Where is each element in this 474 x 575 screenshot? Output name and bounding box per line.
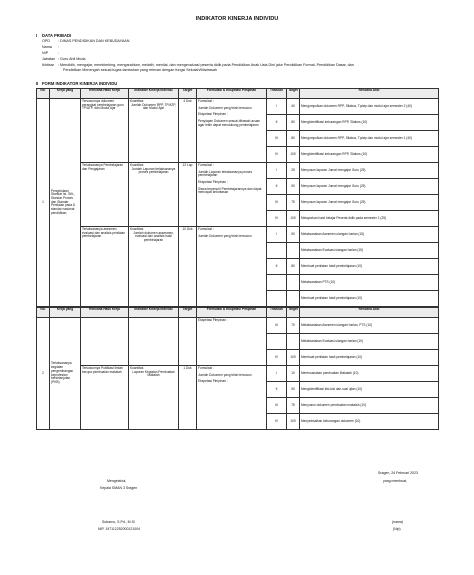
table-header-cell: Kerja yang	[50, 308, 81, 318]
formulasi-line: Formulasi :	[198, 366, 214, 370]
formulasi-cell	[197, 99, 267, 163]
formulasi-cell	[197, 163, 267, 227]
table-row	[37, 366, 439, 382]
rencana-aksi-cell: Menyelesaikan kekurangan dokumen (10)	[300, 414, 439, 430]
table-header-cell: Rencana Aksi	[300, 308, 439, 318]
table-row	[37, 99, 439, 115]
rencana-aksi-cell: Melaksanakan Asesmen ulangan harian (15)	[300, 227, 439, 243]
rencana-aksi-cell: Menyusun laporan Jurnal mengajar Guru (25)	[300, 179, 439, 195]
table-header-cell: Kerja yang	[50, 89, 81, 99]
table-header-cell: Formulasi & Ekspetasi Pimpinan	[197, 308, 267, 318]
table-header-cell: Target	[179, 89, 197, 99]
formulasi-line: Jumlah Laporan terlaksananya proses pembelajaran	[198, 169, 253, 178]
signer-right-nip: (Nip)	[393, 527, 401, 531]
formulasi-line: Ekspetasi Pimpinan :	[198, 318, 228, 322]
target-cell	[179, 318, 197, 366]
rencana-aksi-cell: Melaksanakan Asesmen ulangan harian, PTS (10)	[300, 318, 439, 334]
field-label: OPD	[42, 39, 50, 43]
triwulan-target-cell: 10	[287, 366, 300, 382]
field-value: : DINAS PENDIDIKAN DAN KEBUDAYAAN	[58, 39, 130, 43]
triwulan-cell: II	[267, 259, 287, 275]
triwulan-target-cell: 70	[287, 318, 300, 334]
signer-left-line1: Mengetahui,	[107, 479, 127, 483]
triwulan-cell	[267, 275, 287, 291]
table-header-row	[37, 308, 439, 318]
triwulan-target-cell: 100	[287, 147, 300, 163]
triwulan-target-cell: 80	[287, 131, 300, 147]
rencana-aksi-cell: Menyusun laporan Jurnal mengajar Guru (25)	[300, 163, 439, 179]
target-cell: 10 Dok	[179, 227, 197, 307]
section-number: II	[36, 81, 39, 86]
row-number-cell: 1	[37, 99, 50, 307]
formulasi-cell	[197, 227, 267, 307]
table-header-cell: Formulasi & Ekspetasi Pimpinan	[197, 89, 267, 99]
triwulan-cell	[267, 291, 287, 307]
rencana-hasil-kerja-cell: Terlaksananya asesmen, evaluasi dan analisis penilaian pembelajaran	[81, 227, 129, 307]
table-header-cell: Rencana Aksi	[300, 89, 439, 99]
table-header-cell: No.	[37, 89, 50, 99]
triwulan-cell: II	[267, 382, 287, 398]
rencana-aksi-cell: Melaksanakan Evaluasi ulangan harian (10)	[300, 334, 439, 350]
table-row	[37, 227, 439, 243]
kpi-table-page-2	[36, 307, 439, 430]
triwulan-target-cell: 50	[287, 382, 300, 398]
table-row	[37, 163, 439, 179]
indikator-text: Jumlah Dokumen RPP, TP/ATP, dan Modul Ajar	[131, 102, 176, 111]
target-cell: 1 Dok	[179, 366, 197, 430]
formulasi-cell	[197, 318, 267, 366]
rencana-aksi-cell: Mengidentifikasi kekurangan RPP, Silabus (10)	[300, 147, 439, 163]
formulasi-line: Jumlah Dokumen yang telah tersusun	[198, 233, 252, 238]
triwulan-cell: I	[267, 366, 287, 382]
formulasi-line: Siswa terpenuhi Pembelajarannya dan dapat mencapai ketuntasan	[198, 186, 262, 195]
triwulan-target-cell	[287, 291, 300, 307]
formulasi-line: Formulasi :	[198, 99, 214, 103]
formulasi-line: Formulasi :	[198, 163, 214, 167]
signer-left-nip: NIP. 197112252000121004	[98, 527, 141, 531]
kualitas-label: Kuantitas	[130, 227, 144, 231]
indikator-text: Jumlah Laporan terlaksananya proses pembelajaran	[131, 166, 176, 175]
triwulan-target-cell: 100	[287, 414, 300, 430]
rencana-aksi-cell: Mengumpulkan dokumen RPP, Silabus, Tp/atp dan modul ajar semester 1 (40)	[300, 131, 439, 147]
table-header-row	[37, 89, 439, 99]
formulasi-line: Ekspetasi Pimpinan :	[198, 379, 228, 384]
triwulan-target-cell	[287, 243, 300, 259]
indikator-cell	[129, 227, 179, 307]
indikator-cell	[129, 163, 179, 227]
indikator-cell	[129, 318, 179, 366]
indikator-text: Jumlah dokumen assesmen, evaluasi dan analisis hasil pembelajaran	[133, 230, 174, 243]
triwulan-cell: I	[267, 99, 287, 115]
rencana-aksi-cell: Merencanakan pembuatan Makalah (10)	[300, 366, 439, 382]
rencana-aksi-cell: Menyusun laporan Jurnal mengajar Guru (25)	[300, 195, 439, 211]
table-header-cell: No.	[37, 308, 50, 318]
triwulan-cell: IV	[267, 211, 287, 227]
triwulan-cell: IV	[267, 147, 287, 163]
indikator-cell	[129, 99, 179, 163]
triwulan-cell: IV	[267, 414, 287, 430]
triwulan-target-cell: 100	[287, 350, 300, 366]
formulasi-line: Jumlah Dokumen yang telah tersusun	[198, 372, 252, 377]
triwulan-cell: I	[267, 227, 287, 243]
section-heading: FORM INDIKATOR KINERJA INDIVIDU	[42, 81, 118, 86]
signer-right-line1: yang membuat,	[383, 479, 408, 483]
triwulan-target-cell: 75	[287, 195, 300, 211]
table-header-cell: Target	[287, 89, 300, 99]
rencana-aksi-cell: Membuat penilaian hasil pembelajaran (10)	[300, 259, 439, 275]
signer-left-line2: Kepala SMAN 3 Sragen	[100, 486, 138, 490]
triwulan-cell	[267, 334, 287, 350]
triwulan-cell: II	[267, 115, 287, 131]
formulasi-line: Ekspetasi Pimpinan :	[198, 112, 228, 117]
table-header-cell: Indikator Kinerja Individu	[129, 308, 179, 318]
formulasi-line: Ekspetasi Pimpinan :	[198, 180, 228, 185]
target-cell: 4 Dok	[179, 99, 197, 163]
triwulan-cell	[267, 243, 287, 259]
rencana-aksi-cell: Mengumpulkan dokumen RPP, Silabus, Tp/atp dan modul ajar semester 2 (40)	[300, 99, 439, 115]
triwulan-target-cell: 50	[287, 179, 300, 195]
table-header-cell: Target	[179, 308, 197, 318]
triwulan-target-cell: 80	[287, 115, 300, 131]
field-value: :	[58, 51, 60, 55]
formulasi-cell	[197, 366, 267, 430]
rencana-aksi-cell: Melaporkan hasil belajar Peserta didik pada semester 1 (25)	[300, 211, 439, 227]
table-header-cell: Triwulan	[267, 308, 287, 318]
rencana-aksi-cell: Mengidentifikasi kekurangan RPP, Silabus (10)	[300, 115, 439, 131]
triwulan-cell: III	[267, 398, 287, 414]
rencana-hasil-kerja-cell: Tersusunnya dokumen perangkat pembelajaran guru TP/ATP, dan Modul Ajar	[81, 99, 129, 163]
signer-right-name: (nama)	[392, 520, 404, 524]
triwulan-cell: III	[267, 131, 287, 147]
indikator-text: Laporan Kegiatan Pembuatan Makalah	[132, 369, 175, 378]
rencana-hasil-kerja-cell	[81, 318, 129, 366]
triwulan-target-cell: 80	[287, 259, 300, 275]
table-header-cell: Triwulan	[267, 89, 287, 99]
triwulan-target-cell: 25	[287, 163, 300, 179]
table-header-cell: Target	[287, 308, 300, 318]
rencana-aksi-cell: Menyusun dokumen pembuatan makalah (10)	[300, 398, 439, 414]
rencana-hasil-kerja-cell: Terlaksananya Pembelajaran dan Pengajaran	[81, 163, 129, 227]
kualitas-label: Kuantitas	[130, 163, 144, 167]
formulasi-line: Penyiapan Dokumen sesuai dibawah acuan agar lebih dapat mendukung pembelajaran	[198, 119, 261, 127]
rencana-hasil-kerja-cell: Tersusunnya Publikasi ilmiah berupa pembuatan makalah	[81, 366, 129, 430]
triwulan-target-cell: 40	[287, 99, 300, 115]
triwulan-target-cell: 100	[287, 211, 300, 227]
triwulan-cell: III	[267, 318, 287, 334]
kualitas-label: Kuantitas	[130, 366, 144, 370]
kerja-cell: Terlaksananya kegiatan pengembangan keprofesian berkelanjutan (PKB)	[50, 318, 81, 430]
row-number-cell: 2	[37, 318, 50, 430]
triwulan-cell: IV	[267, 350, 287, 366]
rencana-aksi-cell: Membuat penilaian hasil pembelajaran (10)	[300, 350, 439, 366]
field-value: : Guru Ahli Muda	[58, 57, 86, 61]
section-number: I	[36, 33, 38, 38]
indikator-cell	[129, 366, 179, 430]
kpi-table-page-1	[36, 88, 439, 307]
triwulan-cell: II	[267, 179, 287, 195]
rencana-aksi-cell: Melaksanakan PTS (10)	[300, 275, 439, 291]
rencana-aksi-cell: Mengidentifikasi kisi-kisi dan soal ujian (10)	[300, 382, 439, 398]
table-header-cell: Rencana Hasil Kerja	[81, 89, 129, 99]
formulasi-line: Formulasi :	[198, 227, 214, 231]
table-row	[37, 318, 439, 334]
table-header-cell: Indikator Kinerja Individu	[129, 89, 179, 99]
signer-left-name: Subarno, S.Pd., M.Si	[102, 520, 135, 524]
rencana-aksi-cell: Melaksanakan Evaluasi ulangan harian (15)	[300, 243, 439, 259]
triwulan-target-cell: 50	[287, 227, 300, 243]
field-label: Jabatan	[42, 57, 56, 61]
target-cell: 12 Lap	[179, 163, 197, 227]
triwulan-target-cell	[287, 275, 300, 291]
field-value: : Mendidik, mengajar, membimbing, mengarahkan, melatih, menilai, dan mengevaluasi peserta didik pada Pendidikan Anak Usia Dini jalur Pendidikan Formal, Pendidikan Dasar, dan	[58, 63, 354, 67]
section-heading: DATA PRIBADI	[42, 33, 72, 38]
table-header-cell: Rencana Hasil Kerja	[81, 308, 129, 318]
triwulan-target-cell	[287, 334, 300, 350]
field-value: :	[58, 45, 60, 49]
triwulan-cell: I	[267, 163, 287, 179]
kerja-cell: Pengelolaan Standar Isi, SKL, Standar Proses dan Standar Penilaian pada 8 standar nasional pendidikan	[50, 99, 81, 307]
rencana-aksi-cell: Membuat penilaian hasil pembelajaran (10)	[300, 291, 439, 307]
kualitas-label: Kuantitas	[130, 99, 144, 103]
triwulan-cell: III	[267, 195, 287, 211]
document-title: INDIKATOR KINERJA INDIVIDU	[195, 16, 279, 22]
field-label: Nama	[42, 45, 52, 49]
formulasi-line: Jumlah Dokumen yang telah tersusun	[198, 105, 252, 110]
field-value: Pendidikan Menengah sesuai tugas tambahan yang relevan dengan fungsi Sekolah/Madrasah	[63, 68, 217, 72]
field-label: NIP	[42, 51, 49, 55]
field-label: Ikhtisar	[42, 63, 54, 67]
triwulan-target-cell: 75	[287, 398, 300, 414]
place-date: Sragen, 24 Februari 2023	[378, 471, 418, 475]
